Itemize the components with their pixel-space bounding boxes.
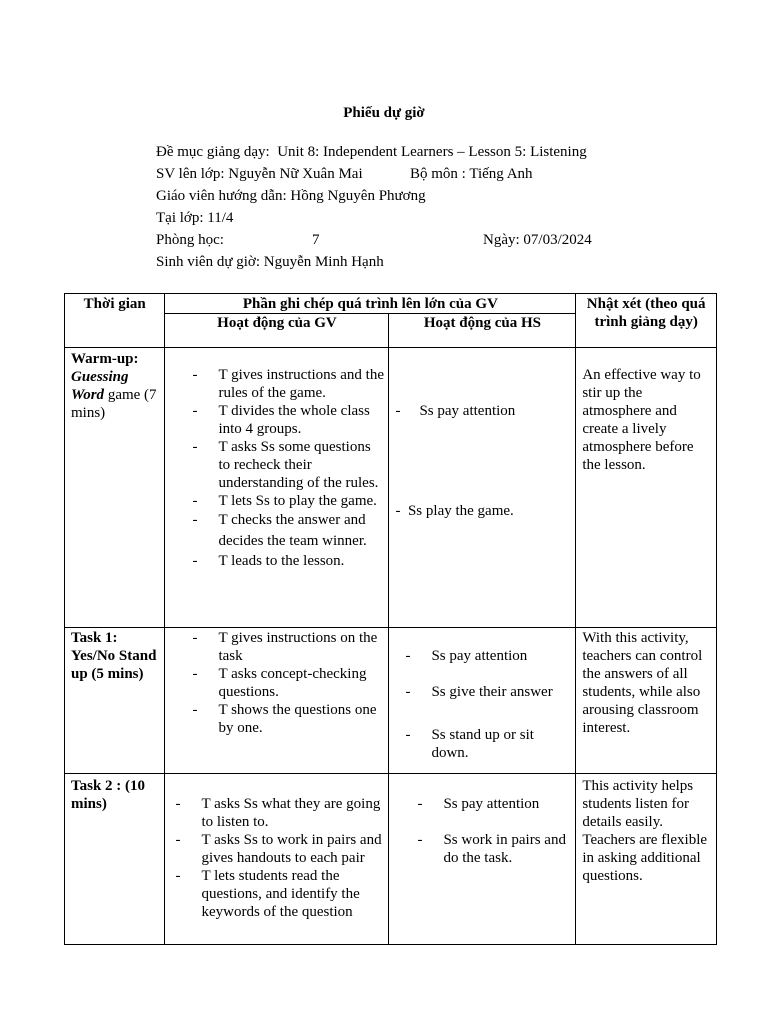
table-row — [65, 774, 717, 945]
date-line — [483, 232, 592, 249]
observer-label: Sinh viên dự giờ: — [156, 254, 260, 270]
row3-students — [389, 774, 576, 945]
header-time — [65, 294, 165, 348]
row2-students — [389, 628, 576, 774]
observer-line — [156, 254, 384, 271]
row3-comment — [576, 774, 717, 945]
row1-comment — [576, 348, 717, 628]
row3-time-title: Task 2 : (10 mins) — [71, 778, 146, 812]
row1-teacher — [165, 348, 389, 628]
row1-comment-text: An effective way to stir up the atmosphere and create a lively atmosphere before the lesson. — [582, 367, 701, 473]
teacher-value: Nguyễn Nữ Xuân Mai — [228, 166, 363, 182]
list-item: - Ss play the game. — [395, 503, 514, 519]
row1-time-title: Warm-up: — [71, 351, 139, 367]
topic-line — [156, 144, 587, 161]
row2-teacher — [165, 628, 389, 774]
observation-table — [64, 293, 717, 945]
row3-teacher — [165, 774, 389, 945]
row3-comment-text: This activity helps students listen for details easily. Teachers are flexible in asking additional questions. — [582, 778, 708, 884]
row1-time-rest: game (7 mins) — [71, 387, 157, 421]
topic-label: Đề mục giảng dạy: — [156, 144, 270, 160]
list-item: - T asks Ss to work in pairs and gives handouts to each pair — [175, 831, 384, 867]
list-item: - T gives instructions on the task — [192, 629, 384, 665]
class-label: Tại lớp: — [156, 210, 204, 226]
list-item: - T lets students read the questions, and identify the keywords of the question — [175, 867, 384, 921]
list-item: - T leads to the lesson. — [192, 552, 384, 570]
list-item: - Ss give their answer — [405, 683, 571, 701]
list-item: - Ss pay attention — [395, 403, 516, 419]
list-item: - T shows the questions one by one. — [192, 701, 384, 737]
row2-students-list — [405, 647, 571, 762]
list-item: - T asks concept-checking questions. — [192, 665, 384, 701]
class-value: 11/4 — [207, 210, 234, 226]
list-item: - T lets Ss to play the game. — [192, 492, 384, 510]
header-student-activity: Hoạt động của HS — [389, 314, 576, 348]
document-title: Phiếu dự giờ — [343, 105, 425, 121]
row3-time — [65, 774, 165, 945]
supervisor-label: Giáo viên hướng dẫn: — [156, 188, 287, 204]
row1-time-italic: Guessing Word — [71, 369, 129, 403]
supervisor-line — [156, 188, 426, 205]
row1-time — [65, 348, 165, 628]
teacher-line — [156, 166, 363, 183]
list-item: - Ss stand up or sit down. — [405, 726, 571, 762]
table-row — [65, 628, 717, 774]
room-label: Phòng học: — [156, 232, 224, 248]
subject-line — [410, 166, 533, 183]
teacher-label: SV lên lớp: — [156, 166, 225, 182]
header-comments — [576, 294, 717, 348]
observer-value: Nguyễn Minh Hạnh — [263, 254, 384, 270]
list-item: - T gives instructions and the rules of the game. — [192, 366, 384, 402]
list-item: - T asks Ss some questions to recheck their understanding of the rules. — [192, 438, 384, 492]
class-line — [156, 210, 233, 227]
header-notes: Phần ghi chép quá trình lên lớn của GV — [165, 294, 576, 314]
list-item: - Ss work in pairs and do the task. — [417, 831, 571, 867]
date-value: 07/03/2024 — [523, 232, 592, 248]
subject-label: Bộ môn : — [410, 166, 466, 182]
row1-students — [389, 348, 576, 628]
date-label: Ngày: — [483, 232, 520, 248]
header-comments-text: Nhật xét (theo quá trình giảng dạy) — [586, 296, 706, 330]
row2-time — [65, 628, 165, 774]
row3-students-list — [417, 795, 571, 867]
list-item: - T asks Ss what they are going to listen to. — [175, 795, 384, 831]
list-item: - Ss pay attention — [417, 795, 571, 813]
row2-comment — [576, 628, 717, 774]
topic-value: Unit 8: Independent Learners – Lesson 5: Listening — [277, 144, 587, 160]
table-row — [65, 348, 717, 628]
room-value: 7 — [312, 232, 320, 248]
list-item: - T divides the whole class into 4 groups. — [192, 402, 384, 438]
row2-comment-text: With this activity, teachers can control the answers of all students, while also arousing classroom interest. — [582, 630, 703, 736]
row3-teacher-list — [175, 795, 384, 921]
list-item: - Ss pay attention — [405, 647, 571, 665]
list-item: - T checks the answer and decides the team winner. — [192, 510, 384, 552]
row2-teacher-list — [192, 629, 384, 737]
supervisor-value: Hồng Nguyên Phương — [290, 188, 426, 204]
header-time-text: Thời gian — [83, 296, 146, 312]
header-teacher-activity: Hoạt động của GV — [165, 314, 389, 348]
row2-time-title: Task 1: Yes/No Stand up (5 mins) — [71, 630, 157, 682]
subject-value: Tiếng Anh — [469, 166, 533, 182]
row1-teacher-list — [192, 366, 384, 570]
